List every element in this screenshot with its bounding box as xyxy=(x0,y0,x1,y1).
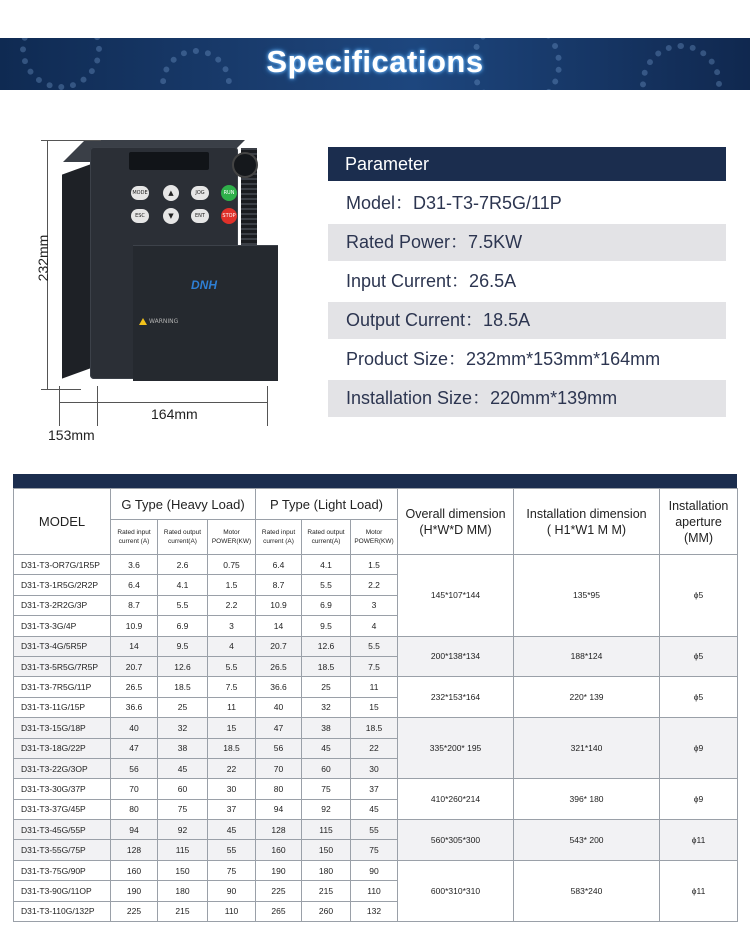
value-cell: 40 xyxy=(111,718,158,738)
value-cell: 75 xyxy=(351,840,398,860)
value-cell: 12.6 xyxy=(302,636,351,656)
table-row xyxy=(14,677,738,697)
param-model: Model：D31-T3-7R5G/11P xyxy=(346,193,562,213)
model-cell: D31-T3-18G/22P xyxy=(14,738,111,758)
value-cell: 45 xyxy=(302,738,351,758)
value-cell: 0.75 xyxy=(208,555,256,575)
value-cell: 4.1 xyxy=(158,575,208,595)
specification-table xyxy=(13,488,738,922)
install-dimension-cell: 396* 180 xyxy=(514,779,660,820)
overall-dimension-cell: 232*153*164 xyxy=(398,677,514,718)
value-cell: 55 xyxy=(351,820,398,840)
header-model: MODEL xyxy=(14,489,111,555)
value-cell: 128 xyxy=(111,840,158,860)
overall-dimension-cell: 335*200* 195 xyxy=(398,718,514,779)
value-cell: 180 xyxy=(302,860,351,880)
warning-label xyxy=(139,318,269,340)
value-cell: 25 xyxy=(158,697,208,717)
specifications-banner xyxy=(0,38,750,90)
value-cell: 150 xyxy=(302,840,351,860)
value-cell: 3 xyxy=(351,595,398,615)
value-cell: 6.4 xyxy=(111,575,158,595)
header-installation-dimension: Installation dimension ( H1*W1 M M) xyxy=(514,489,660,555)
value-cell: 110 xyxy=(351,881,398,901)
esc-key: ESC xyxy=(131,209,149,223)
warning-triangle-icon xyxy=(139,318,147,325)
value-cell: 2.2 xyxy=(351,575,398,595)
table-row xyxy=(14,779,738,799)
value-cell: 75 xyxy=(302,779,351,799)
value-cell: 160 xyxy=(111,860,158,880)
header-p-output-current: Rated output current(A) xyxy=(302,520,351,555)
value-cell: 47 xyxy=(111,738,158,758)
value-cell: 18.5 xyxy=(351,718,398,738)
aperture-dimension-cell: ϕ5 xyxy=(660,555,738,637)
value-cell: 45 xyxy=(208,820,256,840)
value-cell: 22 xyxy=(351,738,398,758)
value-cell: 25 xyxy=(302,677,351,697)
value-cell: 5.5 xyxy=(351,636,398,656)
table-row xyxy=(14,820,738,840)
value-cell: 10.9 xyxy=(111,616,158,636)
aperture-dimension-cell: ϕ5 xyxy=(660,677,738,718)
model-cell: D31-T3-7R5G/11P xyxy=(14,677,111,697)
brand-logo: DNH xyxy=(191,278,217,292)
product-figure xyxy=(15,130,275,450)
led-display xyxy=(129,152,209,170)
value-cell: 92 xyxy=(302,799,351,819)
value-cell: 7.5 xyxy=(351,656,398,676)
model-cell: D31-T3-5R5G/7R5P xyxy=(14,656,111,676)
value-cell: 4 xyxy=(208,636,256,656)
install-dimension-cell: 321*140 xyxy=(514,718,660,779)
value-cell: 110 xyxy=(208,901,256,921)
stop-key: STOP xyxy=(221,208,237,224)
header-installation-aperture: Installation aperture (MM) xyxy=(660,489,738,555)
width-dimension-line xyxy=(59,402,97,403)
value-cell: 160 xyxy=(256,840,302,860)
value-cell: 26.5 xyxy=(111,677,158,697)
value-cell: 1.5 xyxy=(208,575,256,595)
header-g-input-current: Rated input current (A) xyxy=(111,520,158,555)
value-cell: 56 xyxy=(111,758,158,778)
value-cell: 36.6 xyxy=(256,677,302,697)
install-dimension-cell: 188*124 xyxy=(514,636,660,677)
value-cell: 90 xyxy=(351,860,398,880)
value-cell: 70 xyxy=(256,758,302,778)
value-cell: 8.7 xyxy=(256,575,302,595)
inverter-lower-panel xyxy=(133,245,278,381)
value-cell: 14 xyxy=(256,616,302,636)
aperture-dimension-cell: ϕ9 xyxy=(660,718,738,779)
value-cell: 38 xyxy=(158,738,208,758)
jog-key: JOG xyxy=(191,186,209,200)
model-cell: D31-T3-22G/3OP xyxy=(14,758,111,778)
value-cell: 265 xyxy=(256,901,302,921)
value-cell: 75 xyxy=(158,799,208,819)
value-cell: 14 xyxy=(111,636,158,656)
model-cell: D31-T3-55G/75P xyxy=(14,840,111,860)
run-key: RUN xyxy=(221,185,237,201)
ent-key: ENT xyxy=(191,209,209,223)
install-dimension-cell: 135*95 xyxy=(514,555,660,637)
value-cell: 32 xyxy=(158,718,208,738)
height-tick-bottom xyxy=(41,389,81,390)
param-installation-size: Installation Size：220mm*139mm xyxy=(328,380,726,417)
param-output-current: Output Current：18.5A xyxy=(328,302,726,339)
value-cell: 215 xyxy=(158,901,208,921)
aperture-dimension-cell: ϕ11 xyxy=(660,820,738,861)
table-row xyxy=(14,718,738,738)
value-cell: 190 xyxy=(256,860,302,880)
value-cell: 10.9 xyxy=(256,595,302,615)
model-cell: D31-T3-37G/45P xyxy=(14,799,111,819)
width-tick-left xyxy=(59,386,60,426)
value-cell: 60 xyxy=(158,779,208,799)
model-cell: D31-T3-2R2G/3P xyxy=(14,595,111,615)
banner-title: Specifications xyxy=(266,44,484,79)
overall-dimension-cell: 145*107*144 xyxy=(398,555,514,637)
value-cell: 15 xyxy=(351,697,398,717)
header-g-output-current: Rated output current(A) xyxy=(158,520,208,555)
value-cell: 70 xyxy=(111,779,158,799)
value-cell: 56 xyxy=(256,738,302,758)
model-cell: D31-T3-75G/90P xyxy=(14,860,111,880)
depth-dimension-label: 164mm xyxy=(151,406,198,422)
width-dimension-label: 153mm xyxy=(48,427,95,443)
value-cell: 15 xyxy=(208,718,256,738)
value-cell: 80 xyxy=(111,799,158,819)
overall-dimension-cell: 600*310*310 xyxy=(398,860,514,921)
value-cell: 36.6 xyxy=(111,697,158,717)
down-arrow-icon: ▼ xyxy=(163,208,179,224)
value-cell: 55 xyxy=(208,840,256,860)
model-cell: D31-T3-4G/5R5P xyxy=(14,636,111,656)
value-cell: 30 xyxy=(208,779,256,799)
value-cell: 18.5 xyxy=(302,656,351,676)
model-cell: D31-T3-OR7G/1R5P xyxy=(14,555,111,575)
value-cell: 128 xyxy=(256,820,302,840)
value-cell: 11 xyxy=(351,677,398,697)
value-cell: 5.5 xyxy=(158,595,208,615)
value-cell: 190 xyxy=(111,881,158,901)
value-cell: 6.9 xyxy=(158,616,208,636)
value-cell: 3 xyxy=(208,616,256,636)
value-cell: 7.5 xyxy=(208,677,256,697)
header-overall-dimension: Overall dimension (H*W*D MM) xyxy=(398,489,514,555)
value-cell: 26.5 xyxy=(256,656,302,676)
model-cell: D31-T3-1R5G/2R2P xyxy=(14,575,111,595)
value-cell: 2.2 xyxy=(208,595,256,615)
value-cell: 4.1 xyxy=(302,555,351,575)
aperture-dimension-cell: ϕ9 xyxy=(660,779,738,820)
value-cell: 94 xyxy=(111,820,158,840)
model-cell: D31-T3-3G/4P xyxy=(14,616,111,636)
header-p-input-current: Rated input current (A) xyxy=(256,520,302,555)
value-cell: 30 xyxy=(351,758,398,778)
value-cell: 22 xyxy=(208,758,256,778)
model-cell: D31-T3-90G/11OP xyxy=(14,881,111,901)
value-cell: 18.5 xyxy=(208,738,256,758)
value-cell: 47 xyxy=(256,718,302,738)
value-cell: 260 xyxy=(302,901,351,921)
value-cell: 45 xyxy=(351,799,398,819)
header-p-type: P Type (Light Load) xyxy=(256,489,398,520)
value-cell: 45 xyxy=(158,758,208,778)
mode-key: MODE xyxy=(131,186,149,200)
value-cell: 215 xyxy=(302,881,351,901)
header-p-motor-power: Motor POWER(KW) xyxy=(351,520,398,555)
value-cell: 132 xyxy=(351,901,398,921)
parameter-header: Parameter xyxy=(328,147,726,181)
value-cell: 225 xyxy=(111,901,158,921)
model-cell: D31-T3-110G/132P xyxy=(14,901,111,921)
value-cell: 115 xyxy=(158,840,208,860)
value-cell: 150 xyxy=(158,860,208,880)
value-cell: 38 xyxy=(302,718,351,738)
model-cell: D31-T3-30G/37P xyxy=(14,779,111,799)
up-arrow-icon: ▲ xyxy=(163,185,179,201)
install-dimension-cell: 583*240 xyxy=(514,860,660,921)
table-row xyxy=(14,555,738,575)
table-body xyxy=(14,555,738,922)
value-cell: 75 xyxy=(208,860,256,880)
depth-tick-right xyxy=(267,386,268,426)
param-product-size: Product Size：232mm*153mm*164mm xyxy=(346,349,661,369)
overall-dimension-cell: 200*138*134 xyxy=(398,636,514,677)
value-cell: 2.6 xyxy=(158,555,208,575)
value-cell: 9.5 xyxy=(302,616,351,636)
value-cell: 94 xyxy=(256,799,302,819)
overall-dimension-cell: 560*305*300 xyxy=(398,820,514,861)
value-cell: 4 xyxy=(351,616,398,636)
value-cell: 40 xyxy=(256,697,302,717)
value-cell: 180 xyxy=(158,881,208,901)
value-cell: 9.5 xyxy=(158,636,208,656)
warning-text: WARNING xyxy=(149,318,179,325)
model-cell: D31-T3-11G/15P xyxy=(14,697,111,717)
value-cell: 225 xyxy=(256,881,302,901)
value-cell: 80 xyxy=(256,779,302,799)
value-cell: 32 xyxy=(302,697,351,717)
value-cell: 37 xyxy=(351,779,398,799)
model-cell: D31-T3-45G/55P xyxy=(14,820,111,840)
parameter-panel xyxy=(328,147,726,417)
overall-dimension-cell: 410*260*214 xyxy=(398,779,514,820)
aperture-dimension-cell: ϕ5 xyxy=(660,636,738,677)
value-cell: 37 xyxy=(208,799,256,819)
value-cell: 5.5 xyxy=(208,656,256,676)
value-cell: 90 xyxy=(208,881,256,901)
value-cell: 5.5 xyxy=(302,575,351,595)
value-cell: 92 xyxy=(158,820,208,840)
value-cell: 3.6 xyxy=(111,555,158,575)
depth-tick-left xyxy=(97,386,98,426)
depth-dimension-line xyxy=(97,402,267,403)
height-dimension-label: 232mm xyxy=(35,234,51,282)
value-cell: 60 xyxy=(302,758,351,778)
model-cell: D31-T3-15G/18P xyxy=(14,718,111,738)
value-cell: 6.4 xyxy=(256,555,302,575)
table-row xyxy=(14,860,738,880)
control-knob xyxy=(232,152,258,178)
header-g-motor-power: Motor POWER(KW) xyxy=(208,520,256,555)
height-tick-top xyxy=(41,140,101,141)
value-cell: 18.5 xyxy=(158,677,208,697)
header-g-type: G Type (Heavy Load) xyxy=(111,489,256,520)
value-cell: 115 xyxy=(302,820,351,840)
value-cell: 12.6 xyxy=(158,656,208,676)
aperture-dimension-cell: ϕ11 xyxy=(660,860,738,921)
value-cell: 20.7 xyxy=(256,636,302,656)
install-dimension-cell: 543* 200 xyxy=(514,820,660,861)
value-cell: 11 xyxy=(208,697,256,717)
param-rated-power: Rated Power：7.5KW xyxy=(328,224,726,261)
value-cell: 6.9 xyxy=(302,595,351,615)
value-cell: 20.7 xyxy=(111,656,158,676)
param-input-current: Input Current：26.5A xyxy=(346,271,517,291)
value-cell: 1.5 xyxy=(351,555,398,575)
table-row xyxy=(14,636,738,656)
install-dimension-cell: 220* 139 xyxy=(514,677,660,718)
value-cell: 8.7 xyxy=(111,595,158,615)
table-top-bar xyxy=(13,474,737,488)
